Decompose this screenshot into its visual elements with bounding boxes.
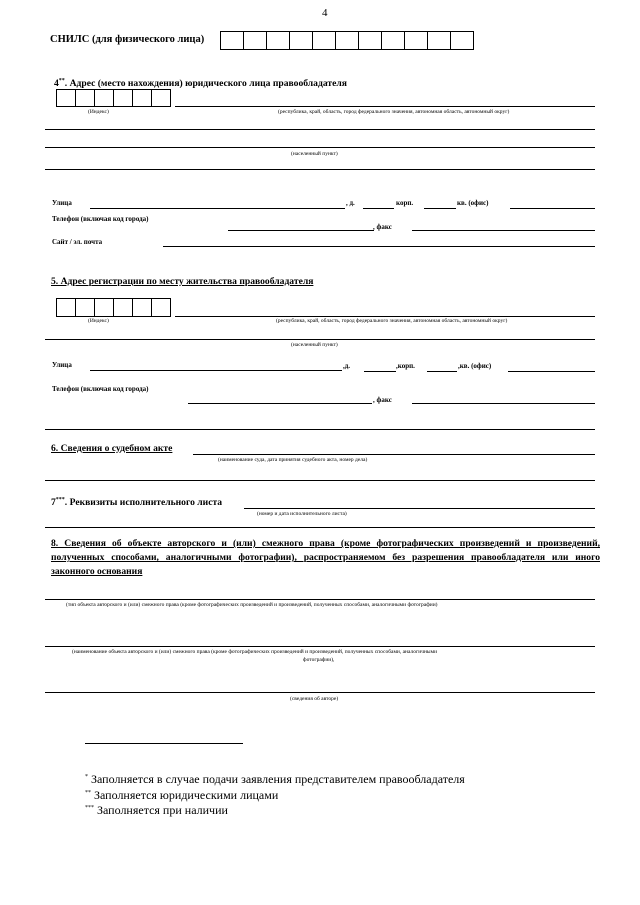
section4-index-boxes[interactable] [57,89,171,107]
section8-type-hint: (тип объекта авторского и (или) смежного права (кроме фотографических произведений и произведений, полученных способами, аналогичными фотографии) [66,602,438,608]
section4-phone-line[interactable] [228,230,374,231]
section6-title: 6. Сведения о судебном акте [51,443,173,454]
snils-label: СНИЛС (для физического лица) [50,34,205,45]
section7-hint: (номер и дата исполнительного листа) [257,511,347,517]
section7-line-b[interactable] [45,527,595,528]
section8-type-line[interactable] [45,599,595,600]
section5-index-hint: (Индекс) [88,318,109,324]
section4-locality-hint: (населенный пункт) [291,151,338,157]
snils-box[interactable] [450,31,474,50]
section4-fax-label: , факс [373,223,392,231]
section5-phone-line[interactable] [188,403,372,404]
section5-house-label: ,д. [343,362,351,370]
snils-box[interactable] [427,31,451,50]
section5-building-line[interactable] [427,371,457,372]
section4-street-label: Улица [52,199,72,207]
section8-title: 8. Сведения об объекте авторского и (или) смежного права (кроме фотографических произведений и произведений, полученных способами, аналогичными фотографии), распространяемом без разрешения правообладателя или иного законного основания [51,538,600,577]
section4-line-b[interactable] [45,169,595,170]
section5-line-c[interactable] [45,429,595,430]
section7-title: 7***. Реквизиты исполнительного листа [51,496,223,508]
section4-region-line[interactable] [175,106,595,107]
snils-box[interactable] [266,31,290,50]
index-box[interactable] [113,89,133,107]
snils-box[interactable] [335,31,359,50]
section4-line-a[interactable] [45,129,595,130]
section5-fax-label: , факс [373,396,392,404]
section5-locality-hint: (населенный пункт) [291,342,338,348]
section5-house-line[interactable] [364,371,396,372]
section4-office-label: кв. (офис) [457,199,489,207]
index-box[interactable] [75,298,95,317]
section5-title: 5. Адрес регистрации по месту жительства правообладателя [51,276,314,287]
snils-box[interactable] [243,31,267,50]
index-box[interactable] [151,89,171,107]
index-box[interactable] [94,298,114,317]
snils-box[interactable] [312,31,336,50]
snils-box[interactable] [358,31,382,50]
footnote-separator [85,743,243,744]
index-box[interactable] [113,298,133,317]
section4-fax-line[interactable] [412,230,595,231]
section8-name-hint-1: (наименование объекта авторского и (или) смежного права (кроме фотографических произведений и произведений, полученных способами, аналогичными [72,649,438,655]
section5-office-label: ,кв. (офис) [458,362,492,370]
snils-box[interactable] [404,31,428,50]
index-box[interactable] [56,298,76,317]
section4-title: 4**. Адрес (место нахождения) юридического лица правообладателя [54,77,347,89]
section4-locality-line[interactable] [45,147,595,148]
footnote-2: ** Заполняется юридическими лицами [85,788,279,802]
section5-region-line[interactable] [175,316,595,317]
section8-author-hint: (сведения об авторе) [290,696,339,702]
section4-building-line[interactable] [424,208,456,209]
section4-office-line[interactable] [510,208,595,209]
section4-site-line[interactable] [163,246,595,247]
index-box[interactable] [132,298,152,317]
section5-street-line[interactable] [90,370,342,371]
section5-building-label: ,корп. [396,362,415,370]
index-box[interactable] [151,298,171,317]
section4-street-line[interactable] [90,208,345,209]
section6-line[interactable] [193,454,595,455]
snils-box[interactable] [289,31,313,50]
section6-hint: (наименование суда, дата принятия судебного акта, номер дела) [218,457,368,463]
section5-street-label: Улица [52,361,72,369]
index-box[interactable] [75,89,95,107]
section5-locality-line[interactable] [45,339,595,340]
section5-region-hint: (республика, край, область, город федерального значения, автономная область, автономный округ) [276,318,508,324]
section8-author-line[interactable] [45,692,595,693]
section6-line-b[interactable] [45,480,595,481]
section4-index-hint: (Индекс) [88,109,109,115]
section8-name-line[interactable] [45,646,595,647]
index-box[interactable] [56,89,76,107]
snils-box[interactable] [381,31,405,50]
section7-line[interactable] [244,508,595,509]
snils-boxes[interactable] [221,31,474,50]
snils-box[interactable] [220,31,244,50]
section4-house-line[interactable] [363,208,394,209]
section5-office-line[interactable] [508,371,595,372]
section4-house-label: , д. [346,199,355,207]
index-box[interactable] [132,89,152,107]
section4-site-label: Сайт / эл. почта [52,238,103,246]
footnote-1: * Заполняется в случае подачи заявления представителем правообладателя [85,772,465,786]
section5-phone-label: Телефон (включая код города) [52,385,149,393]
index-box[interactable] [94,89,114,107]
section5-fax-line[interactable] [412,403,595,404]
section4-phone-label: Телефон (включая код города) [52,215,149,223]
page-number: 4 [322,7,328,19]
section8-name-hint-2: фотографии), [303,657,335,663]
footnote-3: *** Заполняется при наличии [85,803,228,817]
section5-index-boxes[interactable] [57,298,171,317]
section4-region-hint: (республика, край, область, город федерального значения, автономная область, автономный округ) [278,109,510,115]
section4-building-label: корп. [396,199,414,207]
